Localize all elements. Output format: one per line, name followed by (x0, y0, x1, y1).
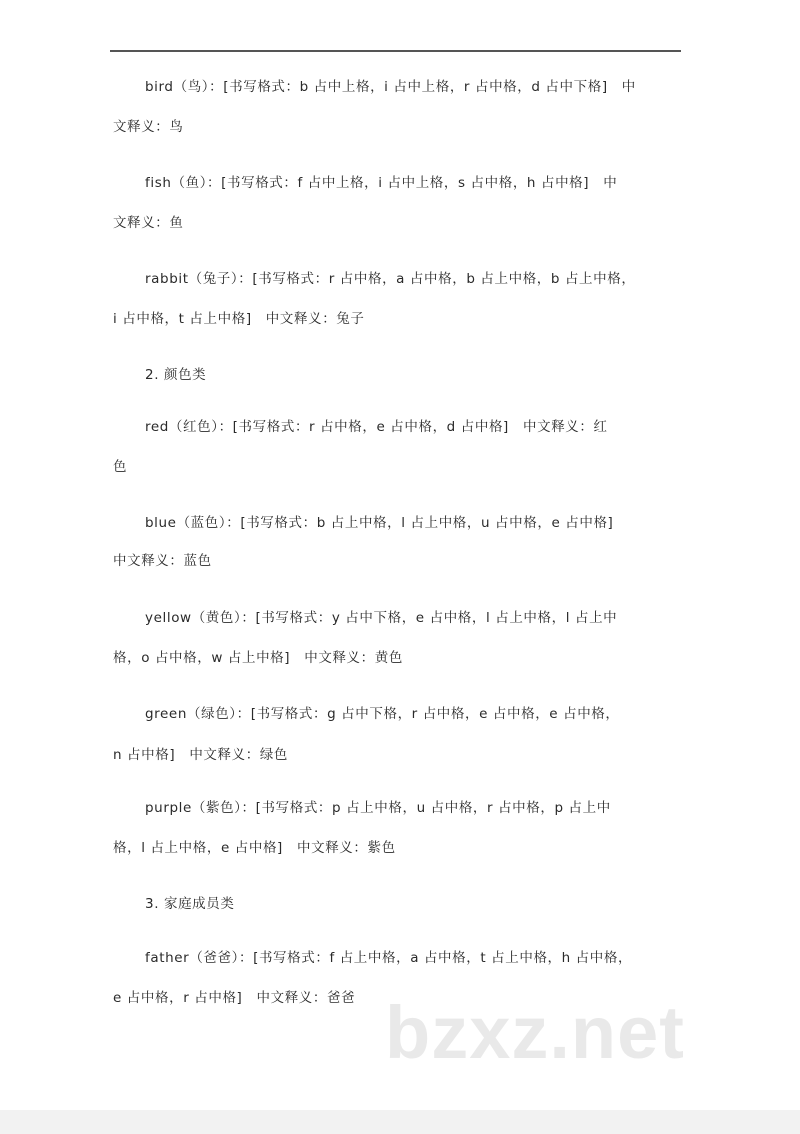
paragraph-fish-line1: fish（鱼）：[书写格式：f 占中上格，i 占中上格，s 占中格，h 占中格] 中 (145, 175, 618, 191)
paragraph-purple-line2: 格，l 占上中格，e 占中格] 中文释义：紫色 (113, 840, 396, 856)
paragraph-green-line2: n 占中格] 中文释义：绿色 (113, 747, 289, 763)
paragraph-father-line2: e 占中格，r 占中格] 中文释义：爸爸 (113, 990, 356, 1006)
paragraph-red-line2: 色 (113, 459, 128, 475)
section-heading-family: 3. 家庭成员类 (145, 896, 235, 912)
paragraph-green-line1: green（绿色）：[书写格式：g 占中下格，r 占中格，e 占中格，e 占中格， (145, 706, 620, 722)
section-heading-colors: 2. 颜色类 (145, 367, 207, 383)
paragraph-bird-line2: 文释义：鸟 (113, 119, 184, 135)
paragraph-yellow-line1: yellow（黄色）：[书写格式：y 占中下格，e 占中格，l 占上中格，l 占上中 (145, 610, 618, 626)
paragraph-yellow-line2: 格，o 占中格，w 占上中格] 中文释义：黄色 (113, 650, 403, 666)
paragraph-rabbit-line1: rabbit（兔子）：[书写格式：r 占中格，a 占中格，b 占上中格，b 占上中格， (145, 271, 636, 287)
watermark: bzxz.net (385, 991, 685, 1074)
paragraph-rabbit-line2: i 占中格，t 占上中格] 中文释义：兔子 (113, 311, 365, 327)
paragraph-fish-line2: 文释义：鱼 (113, 215, 184, 231)
paragraph-blue-line1: blue（蓝色）：[书写格式：b 占上中格，l 占上中格，u 占中格，e 占中格] (145, 515, 614, 531)
paragraph-purple-line1: purple（紫色）：[书写格式：p 占上中格，u 占中格，r 占中格，p 占上中 (145, 800, 611, 816)
paragraph-red-line1: red（红色）：[书写格式：r 占中格，e 占中格，d 占中格] 中文释义：红 (145, 419, 608, 435)
paragraph-father-line1: father（爸爸）：[书写格式：f 占上中格，a 占中格，t 占上中格，h 占中格， (145, 950, 633, 966)
paragraph-bird-line1: bird（鸟）：[书写格式：b 占中上格，i 占中上格，r 占中格，d 占中下格] 中 (145, 79, 636, 95)
header-rule (110, 50, 681, 52)
paragraph-blue-line2: 中文释义：蓝色 (113, 553, 212, 569)
